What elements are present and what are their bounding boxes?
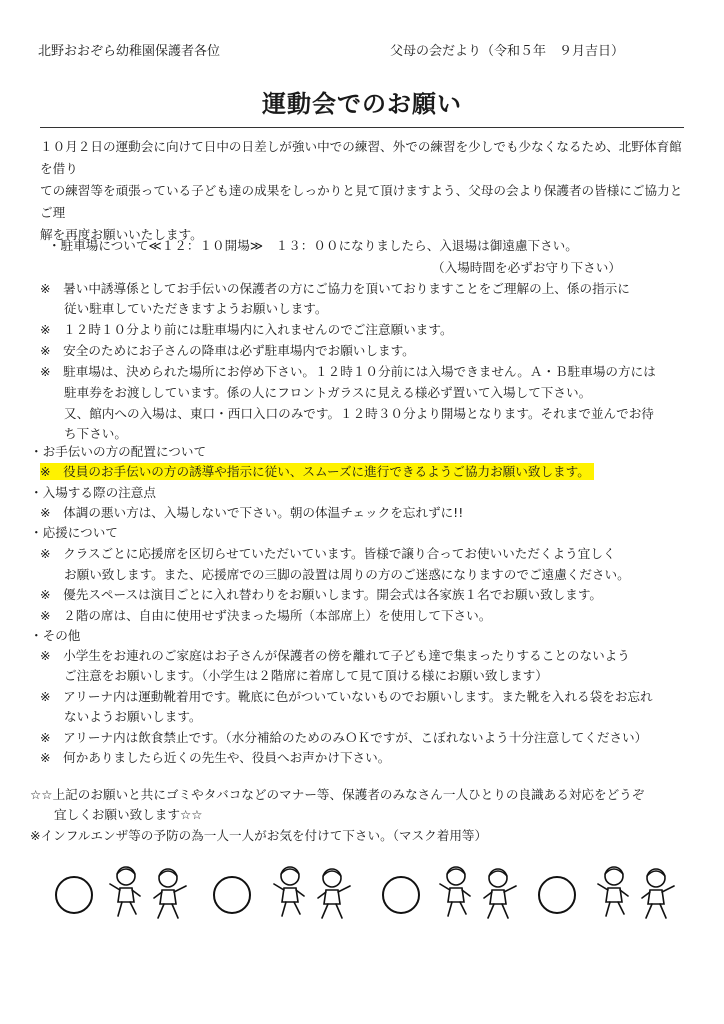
running-kids-icon	[100, 862, 196, 924]
page-title: 運動会でのお願い	[262, 90, 462, 118]
title-divider	[40, 127, 684, 128]
cheering-item: ※ ２階の席は、自由に使用せず決まった場所（本部席上）を使用して下さい。	[40, 608, 492, 623]
circle-icon	[55, 876, 93, 914]
highlighted-text: ※ 役員のお手伝いの方の誘導や指示に従い、スムーズに進行できるようご協力お願い致します。	[40, 463, 594, 480]
newsletter-date-line: 父母の会だより（令和５年 ９月吉日）	[390, 44, 625, 59]
other-item-cont: ないようお願いします。	[64, 709, 202, 724]
intro-line: 解を再度お願いいたします。	[40, 227, 203, 242]
recipients-line: 北野おおぞら幼稚園保護者各位	[38, 44, 221, 59]
intro-paragraph	[40, 136, 692, 246]
cheering-heading: ・応援について	[30, 525, 118, 540]
cheering-item-cont: お願い致します。また、応援席での三脚の設置は周りの方のご迷惑になりますのでご遠慮ください。	[64, 567, 630, 582]
parking-item-cont: ち下さい。	[64, 426, 127, 441]
entry-heading: ・入場する際の注意点	[30, 485, 156, 500]
running-kids-icon	[430, 862, 526, 924]
other-item-cont: ご注意をお願いします。（小学生は２階席に着席して見て頂ける様にお願い致します）	[64, 668, 548, 683]
parking-item: ※ 暑い中誘導係としてお手伝いの保護者の方にご協力を頂いておりますことをご理解の上、係の指示に	[40, 281, 630, 296]
entry-item: ※ 体調の悪い方は、入場しないで下さい。朝の体温チェックを忘れずに!!	[40, 505, 464, 520]
intro-line: ての練習等を頑張っている子ども達の成果をしっかりと見て頂けますよう、父母の会より保護者の皆様にご協力とご理	[40, 183, 683, 220]
other-item: ※ アリーナ内は運動靴着用です。靴底に色がついていないものでお願いします。また靴を入れる袋をお忘れ	[40, 689, 653, 704]
helpers-item-highlighted	[40, 462, 594, 482]
flu-prevention-note: ※インフルエンザ等の予防の為一人一人がお気を付けて下さい。（マスク着用等）	[30, 828, 488, 843]
running-kids-icon	[264, 862, 360, 924]
closing-line-cont: 宜しくお願い致します☆☆	[54, 807, 203, 822]
parking-item-cont: 駐車券をお渡ししています。係の人にフロントガラスに見える様必ず置いて入場して下さい。	[64, 385, 592, 400]
running-kids-icon	[588, 862, 684, 924]
other-heading: ・その他	[30, 628, 81, 643]
cheering-item: ※ クラスごとに応援席を区切らせていただいています。皆様で譲り合ってお使いいただくよう宜しく	[40, 546, 616, 561]
helpers-heading: ・お手伝いの方の配置について	[30, 444, 207, 459]
parking-item: ※ 安全のためにお子さんの降車は必ず駐車場内でお願いします。	[40, 343, 415, 358]
circle-icon	[538, 876, 576, 914]
circle-icon	[382, 876, 420, 914]
intro-line: １０月２日の運動会に向けて日中の日差しが強い中での練習、外での練習を少しでも少なくなるため、北野体育館を借り	[40, 139, 682, 176]
closing-line: ☆☆上記のお願いと共にゴミやタバコなどのマナー等、保護者のみなさん一人ひとりの良識ある対応をどうぞ	[30, 787, 645, 802]
circle-icon	[213, 876, 251, 914]
cheering-item: ※ 優先スペースは演目ごとに入れ替わりをお願いします。開会式は各家族１名でお願い致します。	[40, 587, 603, 602]
parking-heading: ・駐車場について≪１２：１０開場≫ １３：００になりましたら、入退場は御遠慮下さい。	[48, 238, 578, 253]
other-item: ※ 何かありましたら近くの先生や、役員へお声かけ下さい。	[40, 750, 391, 765]
other-item: ※ アリーナ内は飲食禁止です。（水分補給のためのみＯＫですが、こぼれないよう十分注意してください）	[40, 730, 648, 745]
parking-item: ※ 駐車場は、決められた場所にお停め下さい。１２時１０分前には入場できません。Ａ・Ｂ駐車場の方には	[40, 364, 656, 379]
parking-item-cont: 又、館内への入場は、東口・西口入口のみです。１２時３０分より開場となります。それまで並んでお待	[64, 406, 654, 421]
parking-time-note: （入場時間を必ずお守り下さい）	[432, 260, 621, 275]
parking-item: ※ １２時１０分より前には駐車場内に入れませんのでご注意願います。	[40, 322, 453, 337]
other-item: ※ 小学生をお連れのご家庭はお子さんが保護者の傍を離れて子ども達で集まったりすることのないよう	[40, 648, 630, 663]
parking-item-cont: 従い駐車していただきますようお願いします。	[64, 301, 328, 316]
